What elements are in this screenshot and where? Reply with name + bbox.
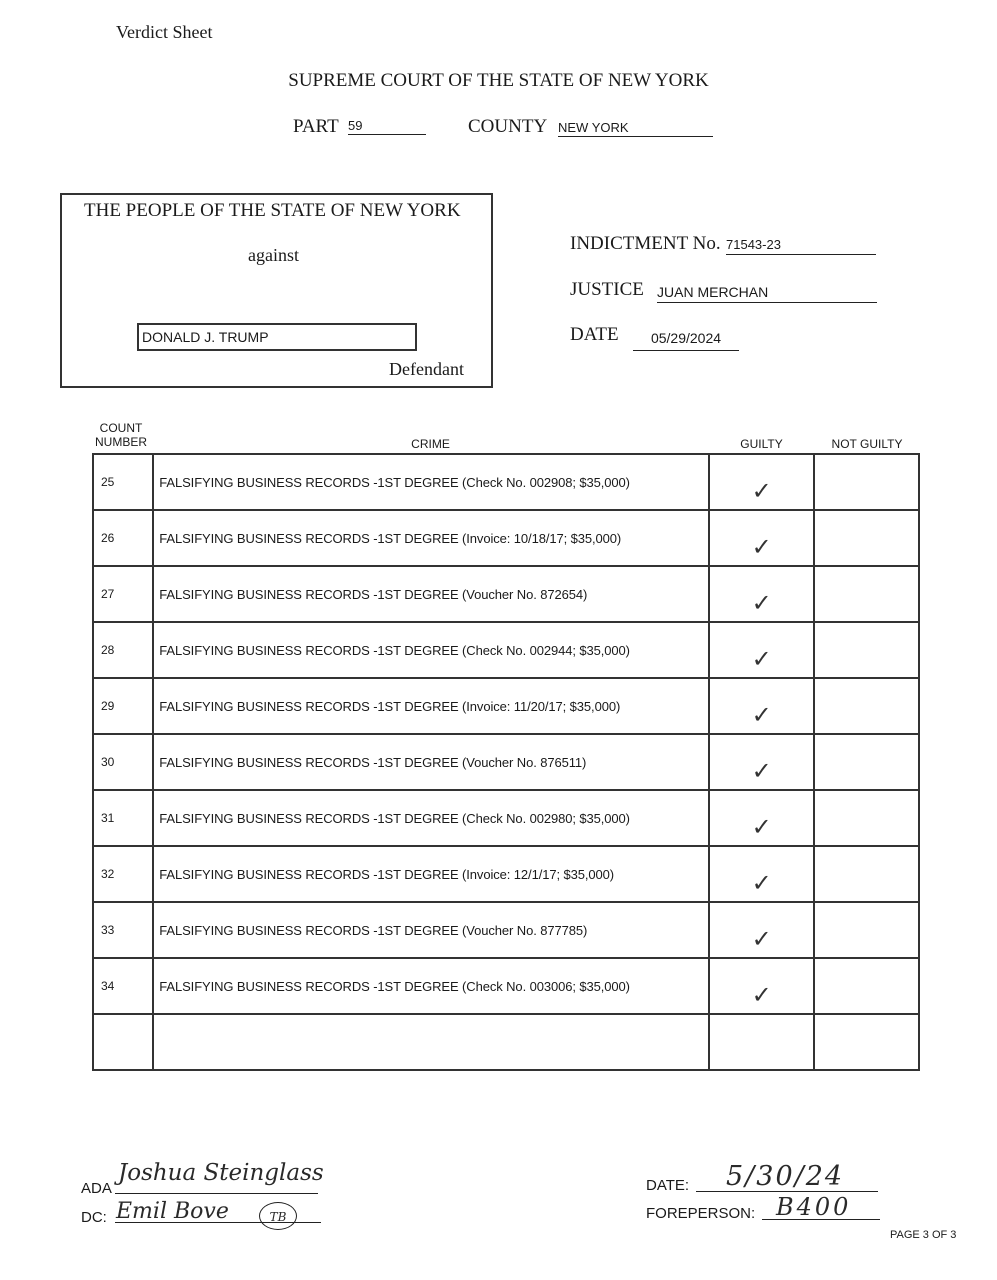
count-cell-text: 31 bbox=[101, 811, 115, 825]
foreperson-value: B400 bbox=[776, 1193, 852, 1221]
crime-cell bbox=[153, 622, 709, 678]
not-guilty-cell bbox=[814, 846, 919, 902]
guilty-cell bbox=[709, 958, 815, 1014]
count-cell bbox=[93, 622, 153, 678]
table-row bbox=[93, 958, 919, 1014]
count-cell-text: 28 bbox=[101, 643, 115, 657]
checkmark-icon: ✓ bbox=[751, 477, 772, 505]
count-cell bbox=[93, 902, 153, 958]
crime-cell-text: FALSIFYING BUSINESS RECORDS -1ST DEGREE (Check No. 002944; $35,000) bbox=[159, 643, 630, 658]
checkmark-icon: ✓ bbox=[751, 981, 772, 1009]
doc-title: Verdict Sheet bbox=[116, 22, 213, 42]
dc-label: DC: bbox=[81, 1209, 107, 1226]
count-cell bbox=[93, 734, 153, 790]
checkmark-icon: ✓ bbox=[751, 813, 772, 841]
count-cell-text: 30 bbox=[101, 755, 115, 769]
guilty-cell bbox=[709, 1014, 815, 1070]
header-not-guilty: NOT GUILTY bbox=[831, 437, 903, 451]
crime-cell bbox=[153, 510, 709, 566]
count-cell-text: 33 bbox=[101, 923, 115, 937]
crime-cell bbox=[153, 454, 709, 510]
not-guilty-cell bbox=[814, 566, 919, 622]
justice-value: JUAN MERCHAN bbox=[657, 284, 877, 303]
count-cell bbox=[93, 678, 153, 734]
guilty-cell bbox=[709, 734, 815, 790]
count-cell bbox=[93, 510, 153, 566]
table-row bbox=[93, 454, 919, 510]
checkmark-icon: ✓ bbox=[751, 925, 772, 953]
table-row bbox=[93, 1014, 919, 1070]
count-cell-text: 32 bbox=[101, 867, 115, 881]
count-cell bbox=[93, 790, 153, 846]
not-guilty-cell bbox=[814, 510, 919, 566]
crime-cell bbox=[153, 902, 709, 958]
count-cell-text: 27 bbox=[101, 587, 115, 601]
crime-cell-text: FALSIFYING BUSINESS RECORDS -1ST DEGREE (Check No. 003006; $35,000) bbox=[159, 979, 630, 994]
ada-signature: Joshua Steinglass bbox=[118, 1160, 324, 1186]
count-cell bbox=[93, 958, 153, 1014]
guilty-cell bbox=[709, 902, 815, 958]
guilty-cell bbox=[709, 790, 815, 846]
count-cell-text bbox=[94, 1015, 152, 1035]
checkmark-icon bbox=[710, 1015, 814, 1039]
not-guilty-cell bbox=[814, 958, 919, 1014]
dc-initials: TB bbox=[259, 1202, 297, 1230]
not-guilty-cell bbox=[814, 678, 919, 734]
date-label: DATE bbox=[570, 324, 619, 345]
header-crime: CRIME bbox=[411, 437, 450, 451]
county-value: NEW YORK bbox=[558, 120, 713, 137]
table-row bbox=[93, 902, 919, 958]
verdict-table bbox=[92, 453, 920, 1071]
checkmark-icon: ✓ bbox=[751, 869, 772, 897]
people-heading: THE PEOPLE OF THE STATE OF NEW YORK bbox=[84, 200, 461, 221]
count-cell-text: 29 bbox=[101, 699, 115, 713]
checkmark-icon: ✓ bbox=[751, 533, 772, 561]
table-row bbox=[93, 566, 919, 622]
checkmark-icon: ✓ bbox=[751, 589, 772, 617]
crime-cell-text: FALSIFYING BUSINESS RECORDS -1ST DEGREE (Voucher No. 876511) bbox=[159, 755, 587, 770]
defendant-name: DONALD J. TRUMP bbox=[137, 323, 417, 351]
not-guilty-cell bbox=[814, 622, 919, 678]
count-cell-text: 34 bbox=[101, 979, 115, 993]
guilty-cell bbox=[709, 678, 815, 734]
indictment-label: INDICTMENT No. bbox=[570, 233, 721, 254]
count-cell bbox=[93, 1014, 153, 1070]
crime-cell bbox=[153, 958, 709, 1014]
guilty-cell bbox=[709, 846, 815, 902]
defendant-label: Defendant bbox=[389, 359, 464, 379]
header-guilty: GUILTY bbox=[740, 437, 783, 451]
count-cell bbox=[93, 454, 153, 510]
crime-cell-text: FALSIFYING BUSINESS RECORDS -1ST DEGREE (Invoice: 10/18/17; $35,000) bbox=[159, 531, 622, 546]
count-cell-text: 26 bbox=[101, 531, 115, 545]
crime-cell bbox=[153, 1014, 709, 1070]
foreperson-date-label: DATE: bbox=[646, 1177, 690, 1194]
table-row bbox=[93, 678, 919, 734]
header-count-number: COUNT NUMBER bbox=[94, 421, 147, 449]
page-number: PAGE 3 OF 3 bbox=[890, 1229, 957, 1241]
crime-cell-text: FALSIFYING BUSINESS RECORDS -1ST DEGREE (Check No. 002980; $35,000) bbox=[159, 811, 630, 826]
crime-cell-text: FALSIFYING BUSINESS RECORDS -1ST DEGREE (Check No. 002908; $35,000) bbox=[159, 475, 630, 490]
count-cell bbox=[93, 566, 153, 622]
ada-label: ADA bbox=[81, 1180, 112, 1197]
crime-cell bbox=[153, 790, 709, 846]
table-row bbox=[93, 622, 919, 678]
justice-label: JUSTICE bbox=[570, 279, 644, 300]
checkmark-icon: ✓ bbox=[751, 645, 772, 673]
checkmark-icon: ✓ bbox=[751, 757, 772, 785]
crime-cell-text: FALSIFYING BUSINESS RECORDS -1ST DEGREE (Invoice: 12/1/17; $35,000) bbox=[159, 867, 615, 882]
table-row bbox=[93, 846, 919, 902]
county-label: COUNTY bbox=[468, 116, 548, 137]
crime-cell bbox=[153, 846, 709, 902]
guilty-cell bbox=[709, 566, 815, 622]
dc-signature: Emil Bove bbox=[116, 1199, 229, 1224]
not-guilty-cell bbox=[814, 454, 919, 510]
indictment-value: 71543-23 bbox=[726, 237, 876, 255]
not-guilty-cell bbox=[814, 902, 919, 958]
crime-cell-text bbox=[154, 1015, 708, 1035]
foreperson-label: FOREPERSON: bbox=[646, 1205, 756, 1222]
guilty-cell bbox=[709, 454, 815, 510]
crime-cell bbox=[153, 566, 709, 622]
court-name: SUPREME COURT OF THE STATE OF NEW YORK bbox=[288, 70, 709, 91]
checkmark-icon: ✓ bbox=[751, 701, 772, 729]
table-row bbox=[93, 734, 919, 790]
crime-cell-text: FALSIFYING BUSINESS RECORDS -1ST DEGREE (Invoice: 11/20/17; $35,000) bbox=[159, 699, 621, 714]
guilty-cell bbox=[709, 622, 815, 678]
part-label: PART bbox=[293, 116, 339, 137]
ada-signature-line bbox=[115, 1193, 318, 1194]
table-row bbox=[93, 510, 919, 566]
crime-cell-text: FALSIFYING BUSINESS RECORDS -1ST DEGREE (Voucher No. 872654) bbox=[159, 587, 588, 602]
crime-cell-text: FALSIFYING BUSINESS RECORDS -1ST DEGREE (Voucher No. 877785) bbox=[159, 923, 588, 938]
guilty-cell bbox=[709, 510, 815, 566]
not-guilty-cell bbox=[814, 1014, 919, 1070]
table-row bbox=[93, 790, 919, 846]
against-label: against bbox=[248, 245, 299, 265]
foreperson-date-value: 5/30/24 bbox=[726, 1161, 845, 1192]
count-cell-text: 25 bbox=[101, 475, 115, 489]
part-value: 59 bbox=[348, 118, 426, 135]
not-guilty-cell bbox=[814, 734, 919, 790]
count-cell bbox=[93, 846, 153, 902]
verdict-table-body bbox=[93, 454, 919, 1070]
crime-cell bbox=[153, 678, 709, 734]
date-value: 05/29/2024 bbox=[633, 330, 739, 351]
crime-cell bbox=[153, 734, 709, 790]
not-guilty-cell bbox=[814, 790, 919, 846]
